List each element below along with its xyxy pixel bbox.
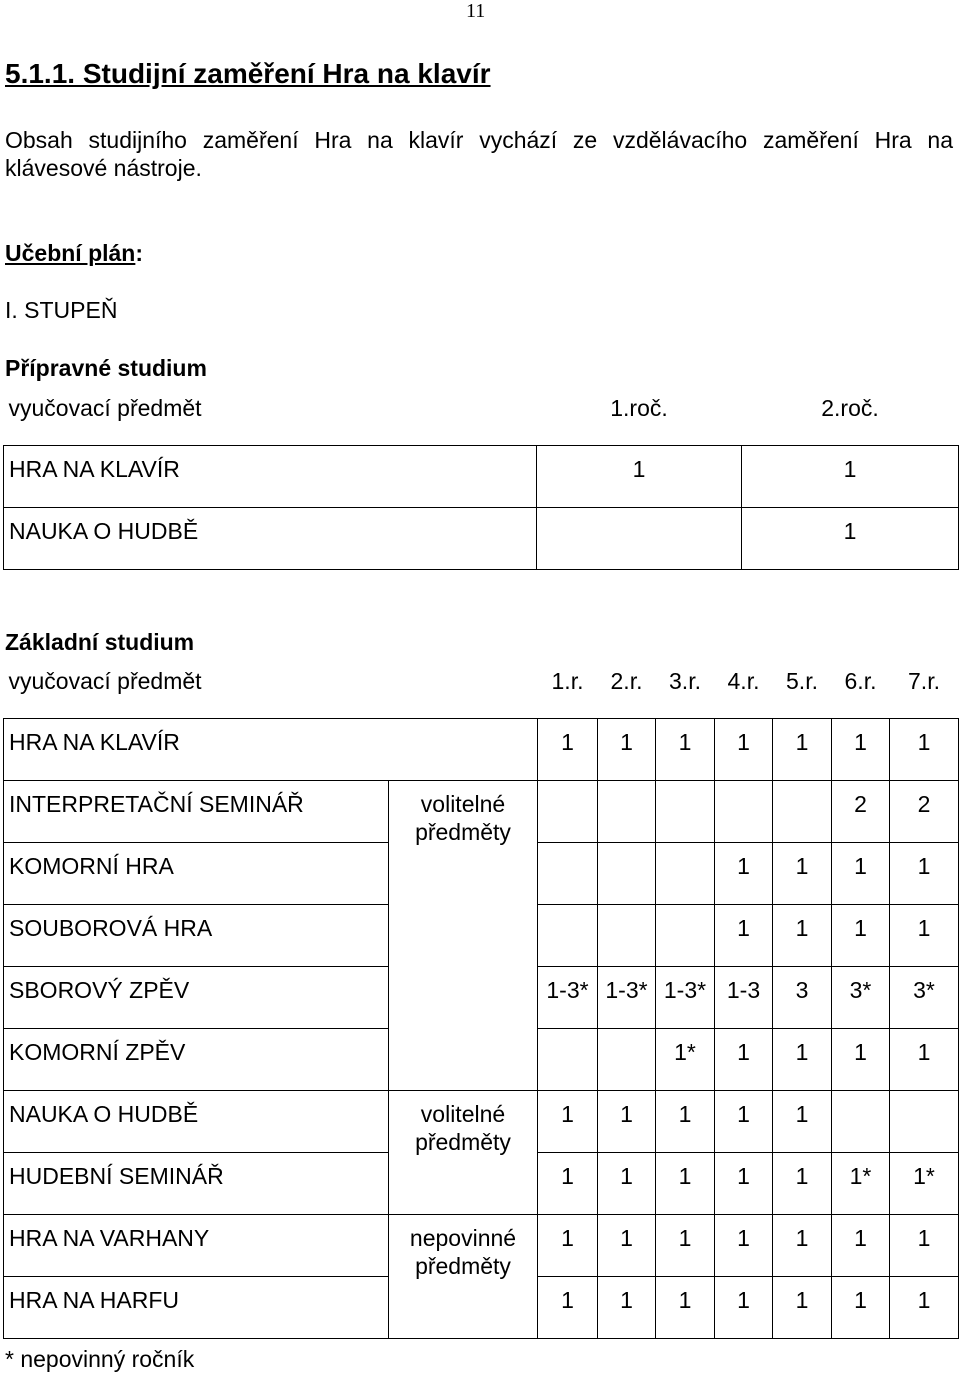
basic-cell: 1 bbox=[773, 1028, 832, 1090]
basic-cell bbox=[598, 842, 656, 904]
basic-cell: 1 bbox=[890, 718, 959, 780]
basic-row-name: KOMORNÍ ZPĚV bbox=[4, 1028, 389, 1090]
basic-cell bbox=[538, 842, 598, 904]
section-title: 5.1.1. Studijní zaměření Hra na klavír bbox=[5, 58, 491, 89]
basic-cell: 1 bbox=[773, 1090, 832, 1152]
basic-cell bbox=[656, 904, 715, 966]
basic-cell: 1 bbox=[538, 1152, 598, 1214]
basic-cell bbox=[656, 842, 715, 904]
basic-cell: 1 bbox=[832, 718, 890, 780]
basic-header-year: 6.r. bbox=[844, 668, 877, 694]
basic-cell bbox=[773, 780, 832, 842]
basic-heading: Základní studium bbox=[5, 629, 195, 655]
basic-row-name: NAUKA O HUDBĚ bbox=[4, 1090, 389, 1152]
footnote: * nepovinný ročník bbox=[5, 1346, 195, 1372]
basic-cell: 1 bbox=[773, 1152, 832, 1214]
basic-row-name: HRA NA KLAVÍR bbox=[4, 718, 538, 780]
plan-heading-label: Učební plán bbox=[5, 240, 136, 266]
basic-cell bbox=[715, 780, 773, 842]
basic-cell: 1 bbox=[598, 718, 656, 780]
intro-paragraph: Obsah studijního zaměření Hra na klavír vychází ze vzdělávacího zaměření Hra na klávesové nástroje. bbox=[5, 127, 953, 181]
basic-cell: 1 bbox=[538, 1276, 598, 1338]
prep-header-subject: vyučovací předmět bbox=[8, 395, 202, 421]
basic-cell bbox=[538, 1028, 598, 1090]
basic-row-name: KOMORNÍ HRA bbox=[4, 842, 389, 904]
prep-cell: 1 bbox=[742, 507, 959, 569]
basic-header-subject: vyučovací předmět bbox=[8, 668, 202, 694]
basic-cell: 1 bbox=[656, 1276, 715, 1338]
table-row bbox=[4, 718, 959, 780]
basic-cell: 1 bbox=[656, 1152, 715, 1214]
basic-cell: 1 bbox=[715, 842, 773, 904]
basic-cell: 3 bbox=[773, 966, 832, 1028]
basic-cell: 1 bbox=[773, 904, 832, 966]
basic-cell: 1-3* bbox=[656, 966, 715, 1028]
basic-cell: 1 bbox=[773, 1214, 832, 1276]
page-number: 11 bbox=[466, 0, 486, 22]
basic-cell: 1 bbox=[715, 904, 773, 966]
table-row bbox=[4, 385, 959, 445]
basic-cell: 1 bbox=[538, 1090, 598, 1152]
basic-cell: 3* bbox=[832, 966, 890, 1028]
optional-label: nepovinné předměty bbox=[389, 1214, 538, 1338]
basic-cell: 1 bbox=[715, 718, 773, 780]
basic-header-year: 7.r. bbox=[908, 668, 940, 694]
basic-cell: 1* bbox=[832, 1152, 890, 1214]
basic-cell: 1 bbox=[538, 1214, 598, 1276]
basic-cell: 1-3* bbox=[598, 966, 656, 1028]
basic-cell: 1 bbox=[890, 1028, 959, 1090]
basic-cell: 1 bbox=[656, 718, 715, 780]
prep-cell: 1 bbox=[742, 445, 959, 507]
basic-cell: 1 bbox=[656, 1090, 715, 1152]
basic-table bbox=[3, 658, 959, 1339]
table-row bbox=[4, 658, 959, 718]
basic-header-year: 1.r. bbox=[551, 668, 584, 694]
prep-table bbox=[3, 385, 959, 570]
basic-cell: 1-3* bbox=[538, 966, 598, 1028]
basic-cell: 3* bbox=[890, 966, 959, 1028]
basic-cell bbox=[656, 780, 715, 842]
basic-row-name: SBOROVÝ ZPĚV bbox=[4, 966, 389, 1028]
basic-row-name: HUDEBNÍ SEMINÁŘ bbox=[4, 1152, 389, 1214]
basic-cell: 1 bbox=[890, 842, 959, 904]
prep-row-name: NAUKA O HUDBĚ bbox=[4, 507, 537, 569]
basic-cell: 1 bbox=[890, 1276, 959, 1338]
basic-cell: 1 bbox=[832, 1028, 890, 1090]
basic-header-year: 4.r. bbox=[727, 668, 760, 694]
table-row bbox=[4, 507, 959, 569]
basic-cell: 1 bbox=[598, 1152, 656, 1214]
basic-cell bbox=[890, 1090, 959, 1152]
basic-cell: 1 bbox=[538, 718, 598, 780]
basic-cell: 1 bbox=[715, 1090, 773, 1152]
basic-cell: 1 bbox=[832, 1214, 890, 1276]
basic-cell: 1 bbox=[598, 1090, 656, 1152]
basic-cell: 1 bbox=[832, 1276, 890, 1338]
basic-cell: 1 bbox=[773, 718, 832, 780]
basic-cell bbox=[832, 1090, 890, 1152]
basic-row-name: INTERPRETAČNÍ SEMINÁŘ bbox=[4, 780, 389, 842]
prep-header-year: 2.roč. bbox=[821, 395, 879, 421]
basic-cell: 1 bbox=[715, 1214, 773, 1276]
prep-heading: Přípravné studium bbox=[5, 355, 207, 381]
basic-cell: 1 bbox=[773, 842, 832, 904]
prep-row-name: HRA NA KLAVÍR bbox=[4, 445, 537, 507]
plan-heading bbox=[5, 240, 143, 267]
basic-row-name: HRA NA HARFU bbox=[4, 1276, 389, 1338]
prep-cell bbox=[537, 507, 742, 569]
stage-heading: I. STUPEŇ bbox=[5, 297, 118, 323]
basic-cell bbox=[538, 904, 598, 966]
plan-heading-colon: : bbox=[135, 240, 144, 266]
basic-cell: 1 bbox=[773, 1276, 832, 1338]
table-row bbox=[4, 1214, 959, 1276]
basic-cell: 1 bbox=[656, 1214, 715, 1276]
basic-cell bbox=[598, 904, 656, 966]
basic-cell: 1 bbox=[715, 1152, 773, 1214]
prep-cell: 1 bbox=[537, 445, 742, 507]
basic-cell: 2 bbox=[890, 780, 959, 842]
basic-cell bbox=[598, 780, 656, 842]
basic-cell bbox=[598, 1028, 656, 1090]
elective-label: volitelné předměty bbox=[389, 780, 538, 1090]
prep-header-year: 1.roč. bbox=[610, 395, 668, 421]
basic-cell: 1 bbox=[832, 842, 890, 904]
basic-header-year: 2.r. bbox=[610, 668, 643, 694]
basic-cell: 1 bbox=[715, 1276, 773, 1338]
basic-header-year: 5.r. bbox=[786, 668, 818, 694]
basic-cell: 1 bbox=[598, 1214, 656, 1276]
elective-label: volitelné předměty bbox=[389, 1090, 538, 1214]
basic-cell: 1 bbox=[890, 904, 959, 966]
table-row bbox=[4, 780, 959, 842]
basic-cell: 1 bbox=[715, 1028, 773, 1090]
basic-cell bbox=[538, 780, 598, 842]
basic-cell: 1* bbox=[890, 1152, 959, 1214]
table-row bbox=[4, 445, 959, 507]
table-row bbox=[4, 1090, 959, 1152]
basic-cell: 2 bbox=[832, 780, 890, 842]
basic-cell: 1-3 bbox=[715, 966, 773, 1028]
basic-header-year: 3.r. bbox=[669, 668, 701, 694]
basic-row-name: SOUBOROVÁ HRA bbox=[4, 904, 389, 966]
basic-cell: 1* bbox=[656, 1028, 715, 1090]
basic-cell: 1 bbox=[890, 1214, 959, 1276]
basic-row-name: HRA NA VARHANY bbox=[4, 1214, 389, 1276]
basic-cell: 1 bbox=[832, 904, 890, 966]
basic-cell: 1 bbox=[598, 1276, 656, 1338]
